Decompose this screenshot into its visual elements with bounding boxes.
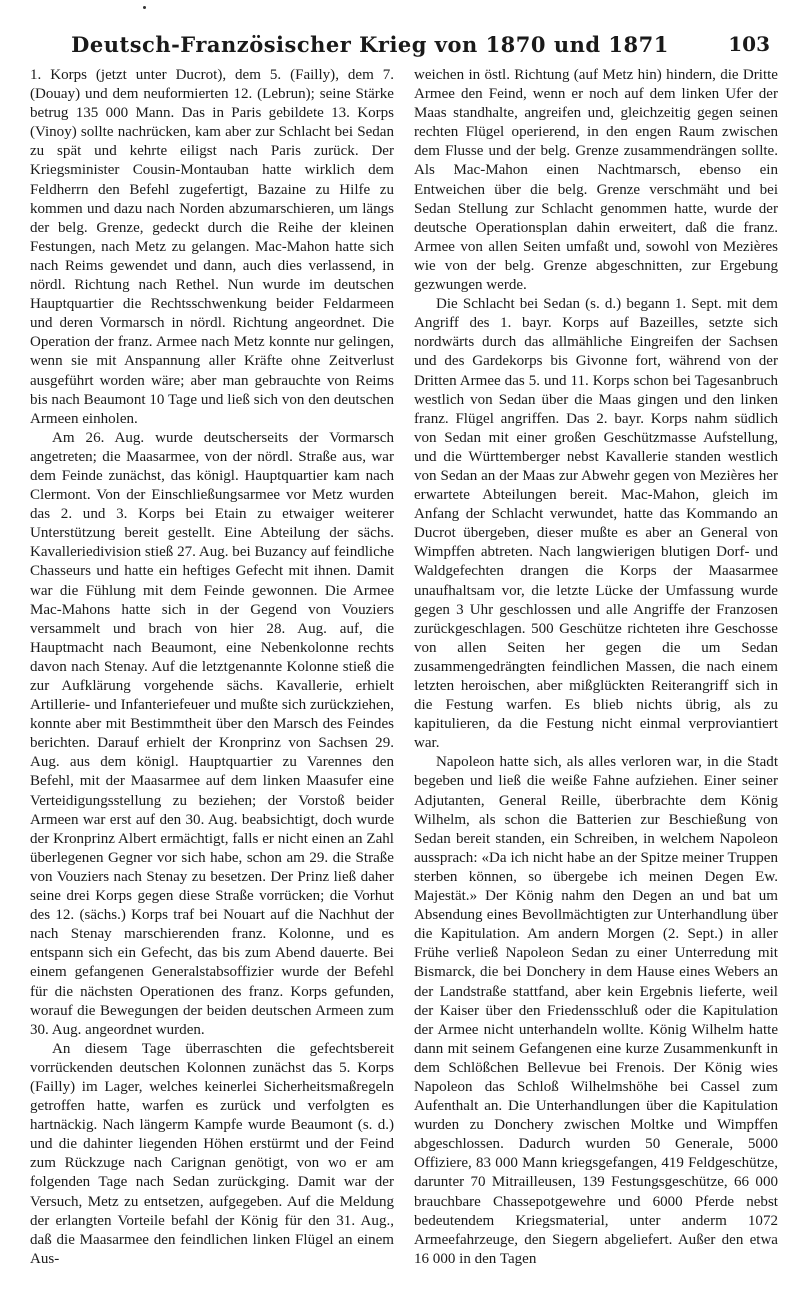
paragraph: Am 26. Aug. wurde deutscherseits der Vormarsch angetreten; die Maasarmee, von der nördl. Straße aus, war dem Feinde zunächst, das königl. Hauptquartier kam nach Clermont. Von der Einschließungsarmee vor Metz wurden das 2. und 3. Korps bei Etain zu etwaiger weiterer Unterstützung bereit gestellt. Eine Abteilung der sächs. Kavalleriedivision stieß 27. Aug. bei Buzancy auf feindliche Chasseurs und hatte ein heftiges Gefecht mit ihnen. Damit war die Fühlung mit dem Feinde gewonnen. Die Armee Mac-Mahons hatte sich in der Gegend von Vouziers versammelt und brach von hier 28. Aug. auf, die Hauptmacht nach Beaumont, eine Nebenkolonne rechts davon nach Stenay. Auf die letztgenannte Kolonne stieß die zur Aufklärung vorgehende sächs. Kavallerie, erhielt Artillerie- und Infanteriefeuer und mußte sich zurückziehen, konnte aber mit Bestimmtheit über den Marsch des Feindes berichten. Darauf erhielt der Kronprinz von Sachsen 29. Aug. aus dem königl. Hauptquartier zu Varennes den Befehl, mit der Maasarmee auf dem linken Maasufer eine Verteidigungsstellung zu beziehen; der Vorstoß beider Armeen war erst auf den 30. Aug. beabsichtigt, doch wurde der Kronprinz Albert ermächtigt, falls er nicht einen an Zahl überlegenen Gegner vor sich habe, schon am 29. die Straße von Vouziers nach Stenay zu besetzen. Der Prinz ließ daher seine drei Korps gegen diese Straße vorrücken; die Vorhut des 12. (sächs.) Korps traf bei Nouart auf die Nachhut der nach Stenay marschierenden franz. Kolonne, und es entspann sich ein Gefecht, das bis zum Abend dauerte. Bei einem gefangenen Generalstabsoffizier wurde der Befehl für die nächsten Operationen des franz. Korps gefunden, worauf die Bewegungen der beiden deutschen Armeen zum 30. Aug. angeordnet wurden. bbox=[30, 429, 394, 1038]
page-header bbox=[28, 32, 772, 62]
paragraph: 1. Korps (jetzt unter Ducrot), dem 5. (Failly), dem 7. (Douay) und dem neuformierten 12. (Lebrun); seine Stärke betrug 135 000 Mann. Das in Paris gebildete 13. Korps (Vinoy) sollte nachrücken, kam aber zur Schlacht bei Sedan zu spät und kehrte eiligst nach Paris zurück. Der Kriegsminister Cousin-Montauban hatte wirklich dem Feldherrn den Befehl zugefertigt, Bazaine zu Hilfe zu kommen und dazu nach Norden abzumarschieren, um längs der belg. Grenze, gedeckt durch die Reihe der kleinen Festungen, nach Metz zu gelangen. Mac-Mahon hatte sich nach Reims gewendet und dann, auch dies verlassend, in nördl. Richtung nach Rethel. Nun wurde im deutschen Hauptquartier die Rechtsschwenkung beider Feldarmeen und deren Vormarsch in nördl. Richtung angeordnet. Die Operation der franz. Armee nach Metz konnte nur gelingen, wenn sie mit Anspannung aller Kräfte ohne Zeitverlust ausgeführt worden wäre; aber man gebrauchte von Reims bis nach Beaumont 10 Tage und ließ sich von den deutschen Armeen einholen. bbox=[30, 67, 394, 427]
paragraph: An diesem Tage überraschten die gefechtsbereit vorrückenden deutschen Kolonnen zunächst das 5. Korps (Failly) im Lager, welches keinerlei Sicherheitsmaßregeln getroffen hatte, warfen es zurück und verfolgten es hartnäckig. Nach längerm Kampfe wurde Beaumont (s. d.) und die dahinter liegenden Höhen erstürmt und der Feind zum Rückzuge nach Carignan genötigt, von wo er am folgenden Tage nach Sedan zurückging. Damit war der Versuch, Metz zu entsetzen, aufgegeben. Auf die Meldung der erlangten Vorteile befahl der König für den 31. Aug., daß die Maasarmee den feindlichen linken Flügel an einem Aus- bbox=[30, 1040, 394, 1267]
paragraph: Die Schlacht bei Sedan (s. d.) begann 1. Sept. mit dem Angriff des 1. bayr. Korps auf Bazeilles, setzte sich nordwärts durch das allmähliche Eingreifen der Sachsen und des Gardekorps bis Givonne fort, während von der Dritten Armee das 5. und 11. Korps schon bei Tagesanbruch westlich von Sedan über die Maas gingen und den linken franz. Flügel angriffen. Das 2. bayr. Korps nahm südlich von Sedan mit einer großen Geschützmasse Aufstellung, und die Württemberger nebst Kavallerie standen westlich von Sedan an der Maas zur Abwehr gegen von Mezières her erwartete Abteilungen bereit. Mac-Mahon, gleich im Anfang der Schlacht verwundet, hatte das Kommando an Ducrot übergeben, dieser mußte es aber an General von Wimpffen abtreten. Nach langwierigen blutigen Dorf- und Waldgefechten drangen die Korps der Maasarmee unaufhaltsam vor, die letzte Lücke der Umfassung wurde gegen 3 Uhr geschlossen und alle Angriffe der Franzosen zurückgeschlagen. 500 Geschütze richteten ihre Geschosse von allen Seiten her gegen die um Sedan zusammengedrängten feindlichen Massen, die nach einem letzten heroischen, aber mißglückten Reiterangriff sich in die Festung warfen. Es blieb nichts übrig, als zu kapitulieren, da die Festung nicht einmal verproviantiert war. bbox=[414, 296, 778, 752]
running-title: Deutsch-Französischer Krieg von 1870 und 1871 bbox=[71, 32, 669, 57]
page-number: 103 bbox=[728, 32, 770, 56]
left-column bbox=[30, 66, 394, 1269]
paragraph: weichen in östl. Richtung (auf Metz hin) hindern, die Dritte Armee den Feind, wenn er noch auf dem linken Ufer der Maas standhalte, angreifen und, gleichzeitig gegen seinen rechten Flügel operierend, in den engen Raum zwischen dem Flusse und der belg. Grenze zusammendrängen sollte. Als Mac-Mahon einen Nachtmarsch, ebenso ein Entweichen über die belg. Grenze verschmäht und bei Sedan Stellung zur Schlacht genommen hatte, wurde der deutsche Operationsplan dahin erweitert, daß die franz. Armee von allen Seiten umfaßt und, sowohl von Mezières wie von der belg. Grenze abgeschnitten, zur Ergebung gezwungen werde. bbox=[414, 67, 778, 294]
right-column bbox=[414, 66, 778, 1269]
print-speck bbox=[143, 6, 146, 9]
paragraph: Napoleon hatte sich, als alles verloren war, in die Stadt begeben und ließ die weiße Fahne aufziehen. Einer seiner Adjutanten, General Reille, überbrachte dem König Wilhelm, als schon die Batterien zur Beschießung von Sedan bereit standen, ein Schreiben, in welchem Napoleon aussprach: «Da ich nicht habe an der Spitze meiner Truppen sterben können, so übergebe ich meinen Degen Ew. Majestät.» Der König nahm den Degen an und bat um Absendung eines Bevollmächtigten zur Unterhandlung über die Kapitulation. Am andern Morgen (2. Sept.) in aller Frühe verließ Napoleon Sedan zu einer Unterredung mit Bismarck, die bei Donchery in dem Hause eines Webers an der Landstraße stattfand, aber kein Ergebnis lieferte, weil der Kaiser über den Friedensschluß oder die Kapitulation der Armee nicht unterhandeln wollte. König Wilhelm hatte dann mit seinem Gefangenen eine kurze Zusammenkunft in dem Schlößchen Bellevue bei Frenois. Der König wies Napoleon das Schloß Wilhelmshöhe bei Cassel zum Aufenthalt an. Die Unterhandlungen über die Kapitulation wurden zu Donchery zwischen Moltke und Wimpffen abgeschlossen. Dadurch wurden 50 Generale, 5000 Offiziere, 83 000 Mann kriegsgefangen, 419 Feldgeschütze, darunter 70 Mitrailleusen, 139 Festungsgeschütze, 66 000 brauchbare Chassepotgewehre und 6000 Pferde nebst bedeutendem Kriegsmaterial, unter anderm 1072 Armeefahrzeuge, den Siegern abgeliefert. Außer den etwa 16 000 in den Tagen bbox=[414, 754, 778, 1267]
